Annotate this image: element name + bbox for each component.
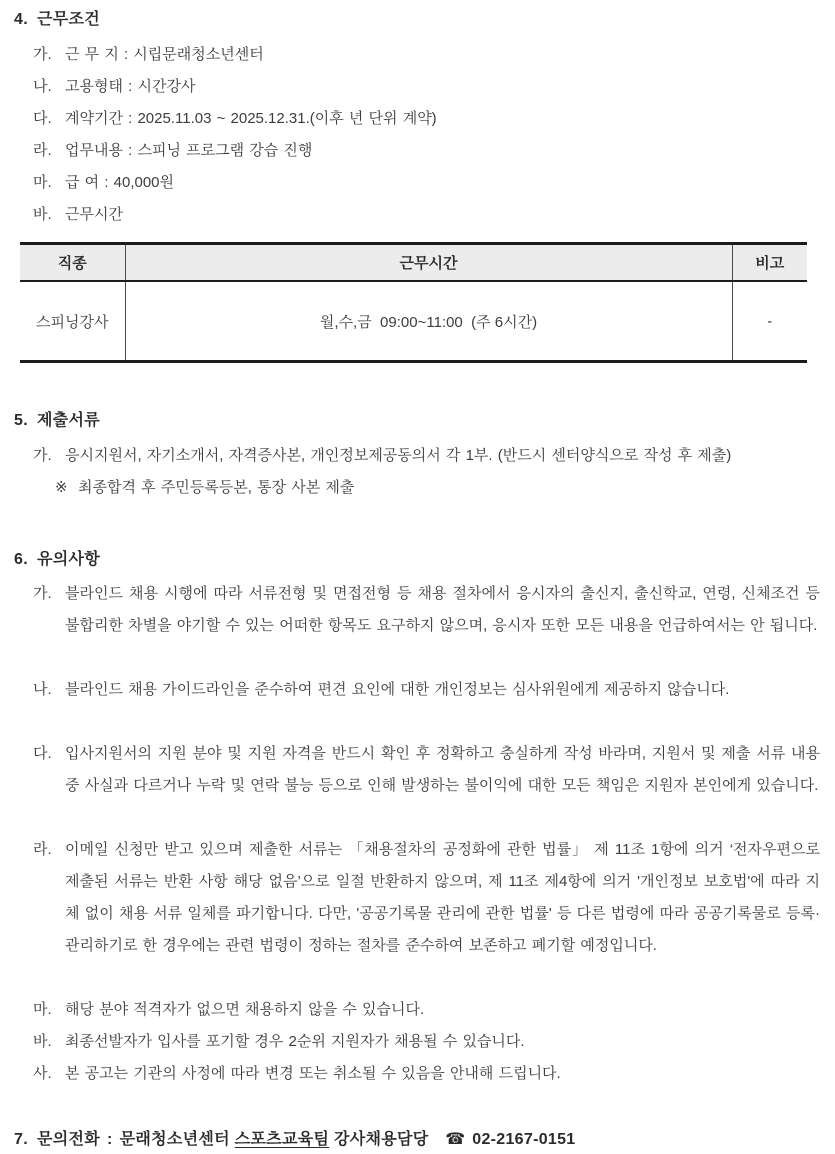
list-item-required-documents	[33, 440, 820, 472]
contact-separator: :	[106, 1131, 113, 1148]
section-number: 4.	[14, 11, 28, 28]
item-text: 최종합격 후 주민등록등본, 통장 사본 제출	[78, 479, 355, 496]
list-item-application-accuracy	[33, 738, 820, 834]
section-number: 5.	[14, 412, 28, 429]
list-item-contract-period	[33, 103, 820, 135]
phone-icon: ☎	[445, 1131, 466, 1148]
table-row	[20, 281, 807, 362]
item-text: 고용형태 : 시간강사	[65, 78, 196, 95]
item-text: 해당 분야 적격자가 없으면 채용하지 않을 수 있습니다.	[65, 1001, 425, 1018]
contact-label: 문의전화	[36, 1131, 100, 1148]
item-text: 본 공고는 기관의 사정에 따라 변경 또는 취소될 수 있음을 안내해 드립니다.	[65, 1065, 561, 1082]
list-item-document-return-policy	[33, 834, 820, 994]
item-text: 계약기간 : 2025.11.03 ~ 2025.12.31.(이후 년 단위 계약)	[65, 110, 437, 127]
list-item-no-qualified-candidate	[33, 994, 820, 1026]
section-work-conditions	[14, 8, 820, 231]
contact-team: 스포츠교육팀	[234, 1131, 330, 1148]
reference-mark-icon: ※	[55, 479, 68, 496]
list-item-work-hours	[33, 199, 820, 231]
section-notices	[14, 548, 820, 1090]
item-label: 사.	[33, 1065, 52, 1082]
list-item-blind-hiring	[33, 578, 820, 674]
item-label: 가.	[33, 585, 52, 602]
section-name: 근무조건	[36, 11, 100, 28]
column-header-work-hours: 근무시간	[125, 244, 732, 282]
list-item-salary	[33, 167, 820, 199]
contact-role: 강사채용담당	[333, 1131, 429, 1148]
item-label: 가.	[33, 46, 52, 63]
item-text: 업무내용 : 스피닝 프로그램 강습 진행	[65, 142, 313, 159]
item-label: 다.	[33, 745, 52, 762]
list-item-final-pass-note	[55, 472, 820, 504]
item-text: 블라인드 채용 시행에 따라 서류전형 및 면접전형 등 채용 절차에서 응시자의 출신지, 출신학교, 연령, 신체조건 등 불합리한 차별을 야기할 수 있는 어떠한 항목도 요구하지 않으며, 응시자 또한 모든 내용을 언급하여서는 안 됩니다.	[65, 585, 820, 634]
item-label: 바.	[33, 206, 52, 223]
section-title-work-conditions	[14, 8, 820, 32]
contact-org: 문래청소년센터	[119, 1131, 230, 1148]
item-text: 근무시간	[65, 206, 123, 223]
item-label: 라.	[33, 841, 52, 858]
list-item-notice-change	[33, 1058, 820, 1090]
cell-work-hours: 월,수,금 09:00~11:00 (주 6시간)	[125, 281, 732, 362]
item-label: 가.	[33, 447, 52, 464]
item-text: 이메일 신청만 받고 있으며 제출한 서류는 「채용절차의 공정화에 관한 법률」 제 11조 1항에 의거 ‘전자우편으로 제출된 서류는 반환 사항 해당 없음’으로 일절 반환하지 않으며, 제 11조 제4항에 의거 '개인정보 보호법'에 따라 지체 없이 채용 서류 일체를 파기합니다. 다만, '공공기록물 관리에 관한 법률' 등 다른 법령에 따라 공공기록물로 등록·관리하기로 한 경우에는 관련 법령이 정하는 절차를 준수하여 보존하고 폐기할 예정입니다.	[65, 841, 820, 954]
item-text: 급 여 : 40,000원	[65, 174, 175, 191]
item-text: 최종선발자가 입사를 포기할 경우 2순위 지원자가 채용될 수 있습니다.	[65, 1033, 525, 1050]
column-header-job-type: 직종	[20, 244, 125, 282]
item-text: 근 무 지 : 시립문래청소년센터	[65, 46, 264, 63]
list-item-workplace	[33, 39, 820, 71]
item-label: 마.	[33, 1001, 52, 1018]
table-header-row	[20, 244, 807, 282]
item-label: 다.	[33, 110, 52, 127]
item-label: 나.	[33, 681, 52, 698]
item-text: 입사지원서의 지원 분야 및 지원 자격을 반드시 확인 후 정확하고 충실하게 작성 바라며, 지원서 및 제출 서류 내용 중 사실과 다르거나 누락 및 연락 불능 등으로 인해 발생하는 불이익에 대한 모든 책임은 지원자 본인에게 있습니다.	[65, 745, 820, 794]
section-number: 7.	[14, 1131, 28, 1148]
column-header-note: 비고	[732, 244, 807, 282]
item-label: 라.	[33, 142, 52, 159]
item-label: 바.	[33, 1033, 52, 1050]
work-schedule-table	[20, 242, 807, 363]
section-documents	[14, 409, 820, 504]
item-text: 블라인드 채용 가이드라인을 준수하여 편견 요인에 대한 개인정보는 심사위원에게 제공하지 않습니다.	[65, 681, 730, 698]
cell-note: -	[767, 312, 773, 330]
list-item-blind-guideline	[33, 674, 820, 738]
contact-line	[14, 1127, 820, 1153]
section-title-documents	[14, 409, 820, 433]
list-item-employment-type	[33, 71, 820, 103]
list-item-second-rank-candidate	[33, 1026, 820, 1058]
item-label: 나.	[33, 78, 52, 95]
contact-phone-number: 02-2167-0151	[472, 1131, 576, 1148]
section-title-notices	[14, 548, 820, 572]
section-name: 제출서류	[36, 412, 100, 429]
list-item-job-duties	[33, 135, 820, 167]
cell-job-type: 스피닝강사	[20, 281, 125, 362]
section-name: 유의사항	[36, 551, 100, 568]
item-text: 응시지원서, 자기소개서, 자격증사본, 개인정보제공동의서 각 1부. (반드시 센터양식으로 작성 후 제출)	[65, 447, 732, 464]
section-number: 6.	[14, 551, 28, 568]
item-label: 마.	[33, 174, 52, 191]
